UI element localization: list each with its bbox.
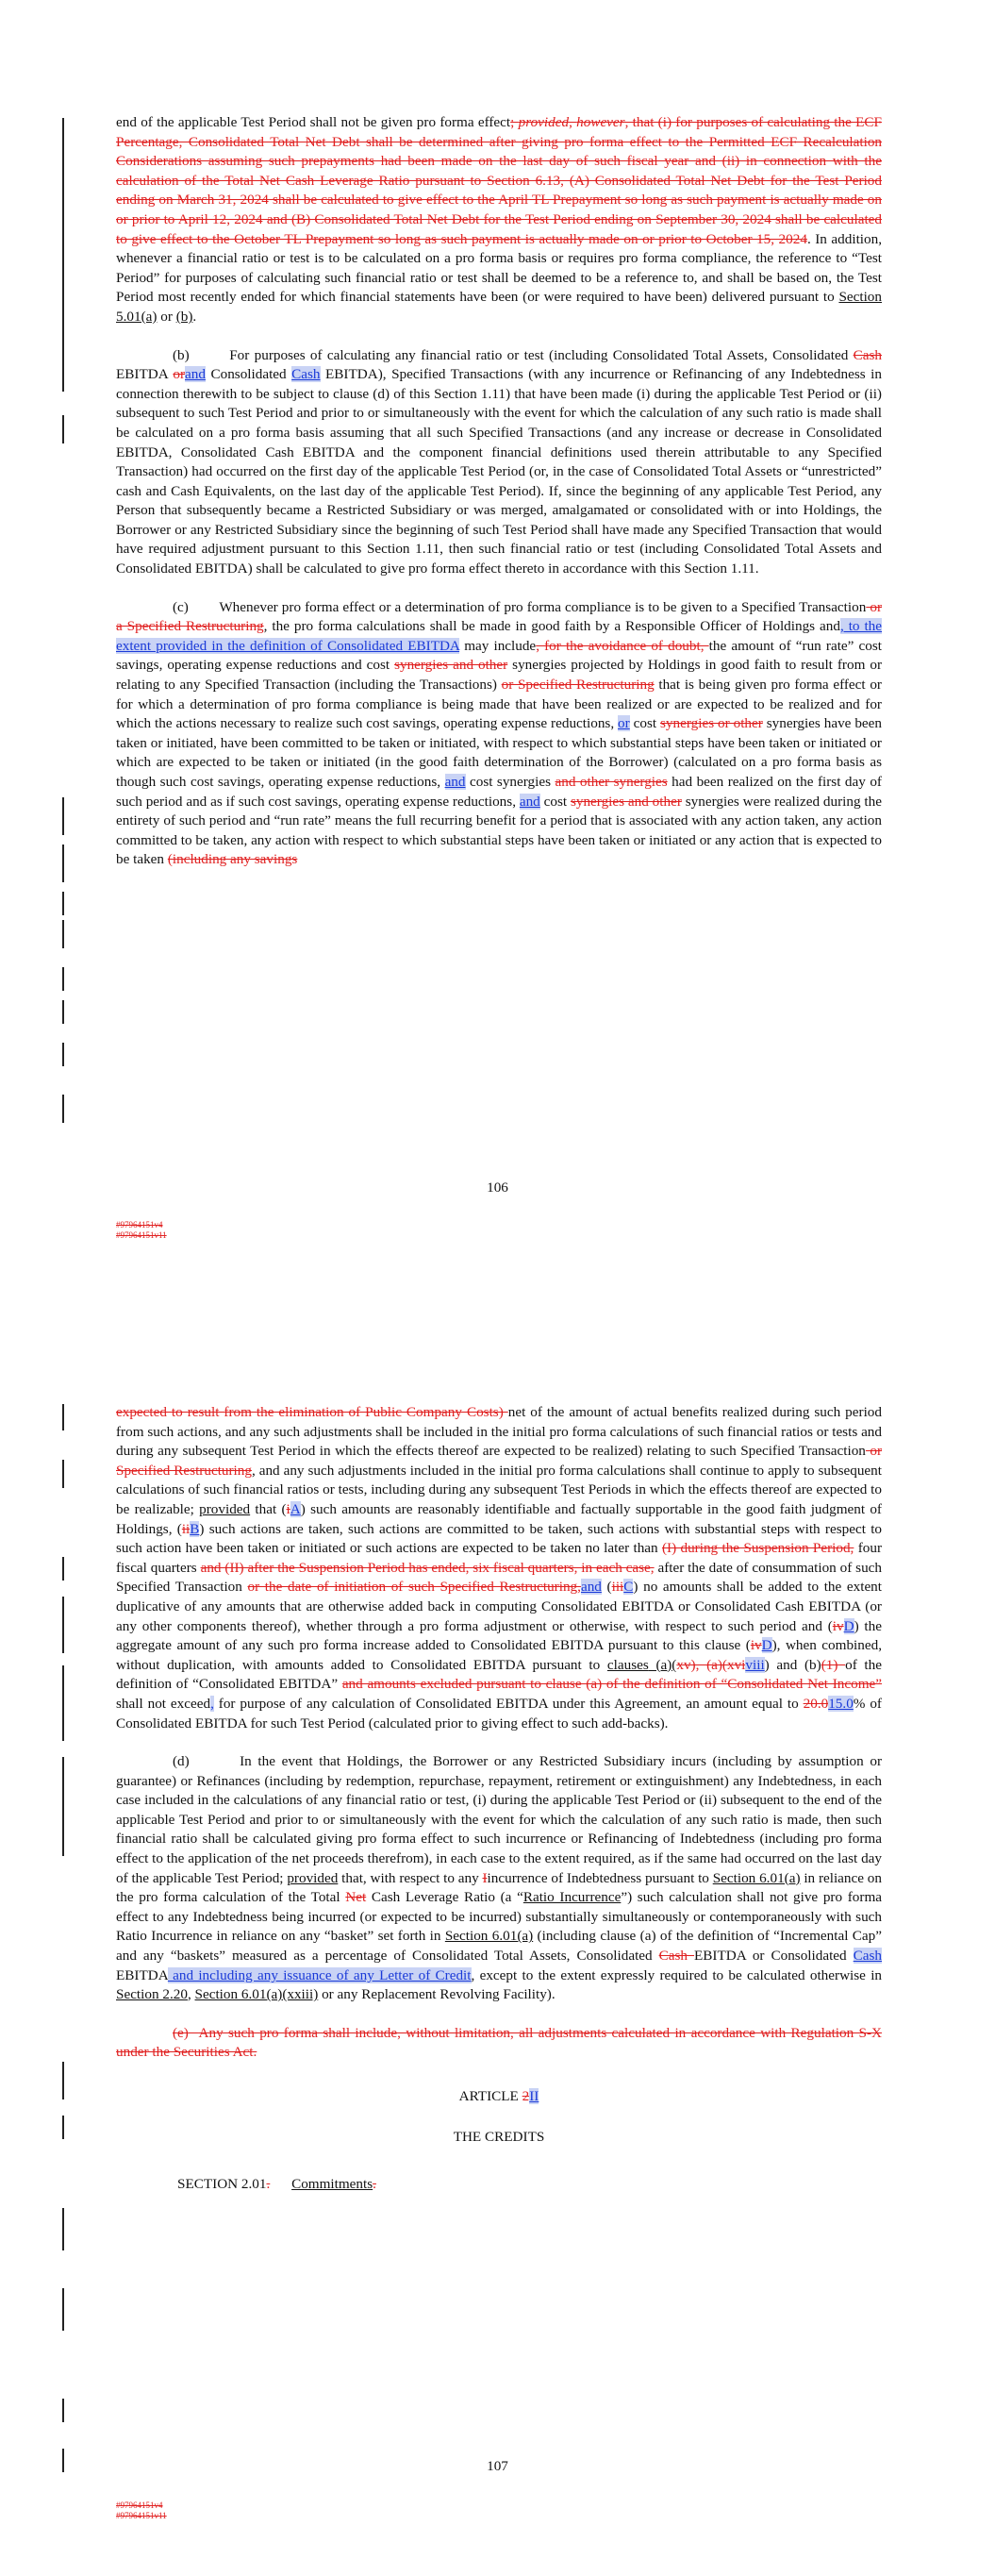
paragraph-b: (b) For purposes of calculating any financial ratio or test (including Consolidated Total Assets, Consolidated Cash EBITDA orand Consolidated Cash EBITDA), Specified Transactions (with any incurrence or Refinancing of any Indebtedness in connection therewith to be subject to clause (d) of this Section 1.11) that have been made (i) during the applicable Test Period or (ii) subsequent to such Test Period and prior to or simultaneously with the event for which the calculation of any such ratio is made shall be calculated on a pro forma basis assuming that all such Specified Transactions (and any increase or decrease in Consolidated EBITDA, Consolidated Cash EBITDA and the component financial definitions used therein attributable to any Specified Transaction) had occurred on the first day of the applicable Test Period (or, in the case of Consolidated Total Assets or “unrestricted” cash and Cash Equivalents, on the last day of the applicable Test Period). If, since the beginning of any applicable Test Period, any Person that subsequently became a Restricted Subsidiary or was merged, amalgamated or consolidated with or into Holdings, the Borrower or any Restricted Subsidiary since the beginning of such Test Period shall have made any Specified Transaction that would have required adjustment pursuant to this Section 1.11, then such financial ratio or test (including Consolidated Total Assets and Consolidated EBITDA) shall be calculated to give pro forma effect thereto in accordance with this Section 1.11. xyxy=(116,346,883,577)
change-bar xyxy=(62,2208,64,2250)
doc-id: #97964151v4 xyxy=(116,2501,163,2510)
paragraph-c: (c) Whenever pro forma effect or a determination of pro forma compliance is to be given to a Specified Transaction or a Specified Restructuring, the pro forma calculations shall be made in good faith by a Responsible Officer of Holdings and, to the extent provided in the definition of Consolidated EBITDA may include, for the avoidance of doubt, the amount of “run rate” cost savings, operating expense reductions and cost synergies and other synergies projected by Holdings in good faith to result from or relating to any Specified Transaction (including the Transactions) or Specified Restructuring that is being given pro forma effect or for which a determination of pro forma compliance is being made that have been realized or are expected to be realized and for which the actions necessary to realize such cost savings, operating expense reductions, or cost synergies or other synergies have been taken or initiated, have been committed to be taken or initiated, with respect to which substantial steps have been taken or initiated or which are expected to be taken or initiated (in the good faith determination of the Borrower) (calculated on a pro forma basis as though such cost savings, operating expense reductions, and cost synergies and other synergies had been realized on the first day of such period and as if such cost savings, operating expense reductions, and cost synergies and other synergies were realized during the entirety of such period and “run rate” means the full recurring benefit for a period that is associated with any action taken, any action committed to be taken, any action with respect to which substantial steps have been taken or initiated or any action that is expected to be taken (including any savings xyxy=(116,598,883,868)
change-bar xyxy=(62,2116,64,2139)
change-bar xyxy=(62,1460,64,1488)
change-bar xyxy=(62,2399,64,2422)
doc-id: #97964151v11 xyxy=(116,1230,167,1240)
change-bar xyxy=(62,845,64,882)
change-bar xyxy=(62,967,64,991)
page-107-body xyxy=(116,1403,882,2195)
section-heading: SECTION 2.01. Commitments. xyxy=(177,2176,376,2193)
change-bar xyxy=(62,2062,64,2099)
paragraph-c-continued: expected to result from the elimination of Public Company Costs) net of the amount of actual benefits realized during such period from such actions, and any such adjustments shall be included in the initial pro forma calculations of such financial ratios or tests and during any subsequent Test Period in which the effects thereof are expected to be realized) relating to such Specified Transaction or Specified Restructuring, and any such adjustments included in the initial pro forma calculations shall continue to apply to subsequent calculations of such financial ratios or tests, including during any subsequent Test Periods in which the effects thereof are expected to be realizable; provided that (iA) such amounts are reasonably identifiable and factually supportable in the good faith judgment of Holdings, (iiB) such actions are taken, such actions are committed to be taken, such actions with substantial steps with respect to such action have been taken or initiated or such actions are expected to be taken no later than (I) during the Suspension Period, four fiscal quarters and (II) after the Suspension Period has ended, six fiscal quarters, in each case, after the date of consummation of such Specified Transaction or the date of initiation of such Specified Restructuring,and (iiiC) no amounts shall be added to the extent duplicative of any amounts that are otherwise added back in computing Consolidated EBITDA or Consolidated Cash EBITDA (or any other components thereof), whether through a pro forma adjustment or otherwise, with respect to such period and (ivD) the aggregate amount of any such pro forma increase added to Consolidated EBITDA pursuant to this clause (ivD), when combined, without duplication, with amounts added to Consolidated EBITDA pursuant to clauses (a)(xv), (a)(xviviii) and (b)(1) of the definition of “Consolidated EBITDA” and amounts excluded pursuant to clause (a) of the definition of “Consolidated Net Income” shall not exceed, for purpose of any calculation of Consolidated EBITDA under this Agreement, an amount equal to 20.015.0% of Consolidated EBITDA for such Test Period (calculated prior to giving effect to such add-backs). xyxy=(116,1404,883,1731)
page-107 xyxy=(0,1288,995,2576)
change-bar xyxy=(62,1043,64,1066)
page-106-body xyxy=(116,113,882,870)
change-bar xyxy=(62,1757,64,1856)
change-bar xyxy=(62,920,64,948)
change-bar xyxy=(62,892,64,915)
article-heading: ARTICLE 2II xyxy=(458,2088,539,2104)
section-ref: (b) xyxy=(175,308,193,325)
change-bar xyxy=(62,2288,64,2331)
change-bar xyxy=(62,1000,64,1024)
change-bar xyxy=(62,1404,64,1430)
page-number: 107 xyxy=(487,2458,508,2474)
section-ref: Section 5.01(a) xyxy=(116,289,882,325)
paragraph-d: (d) In the event that Holdings, the Borrower or any Restricted Subsidiary incurs (including by assumption or guarantee) or Refinances (including by redemption, repurchase, repayment, retirement or extinguishment) any Indebtedness, in each case included in the calculations of any financial ratio or test, (i) during the applicable Test Period or (ii) subsequent to the end of the applicable Test Period and prior to or simultaneously with the event for which the calculation of any such ratio is made, then such financial ratio shall be calculated giving pro forma effect to such incurrence or Refinancing of Indebtedness (including pro forma effect to the application of the net proceeds therefrom), in each case to the extent required, as if the same had occurred on the last day of the applicable Test Period; provided that, with respect to any Iincurrence of Indebtedness pursuant to Section 6.01(a) in reliance on the pro forma calculation of the Total Net Cash Leverage Ratio (a “Ratio Incurrence”) such calculation shall not give pro forma effect to any Indebtedness being incurred (or expected to be incurred) substantially simultaneously or contemporaneously with such Ratio Incurrence in reliance on any “basket” set forth in Section 6.01(a) (including clause (a) of the definition of “Incremental Cap” and any “baskets” measured as a percentage of Consolidated Total Assets, Consolidated Cash EBITDA or Consolidated Cash EBITDA and including any issuance of any Letter of Credit, except to the extent expressly required to be calculated otherwise in Section 2.20, Section 6.01(a)(xxiii) or any Replacement Revolving Facility). xyxy=(116,1753,883,2003)
page-number: 106 xyxy=(487,1179,508,1196)
change-bar xyxy=(62,797,64,835)
article-title: THE CREDITS xyxy=(453,2128,545,2145)
change-bar xyxy=(62,415,64,443)
paragraph-e-deleted: (e) Any such pro forma shall include, without limitation, all adjustments calculated in accordance with Regulation S-X under the Securities Act. xyxy=(116,2024,883,2061)
change-bar xyxy=(62,1095,64,1123)
doc-id: #97964151v4 xyxy=(116,1220,163,1229)
change-bar xyxy=(62,1557,64,1581)
change-bar xyxy=(62,1665,64,1741)
paragraph-a-continued: end of the applicable Test Period shall not be given pro forma effect; provided, however, that (i) for purposes of calculating the ECF Percentage, Consolidated Total Net Debt shall be determined after giving pro forma effect to the Permitted ECF Recalculation Considerations assuming such prepayments had been made on the last day of such fiscal year and (ii) in connection with the calculation of the Total Net Cash Leverage Ratio pursuant to Section 6.13, (A) Consolidated Total Net Debt for the Test Period ending on March 31, 2024 shall be calculated to give effect to the April TL Prepayment so long as such payment is actually made on or prior to April 12, 2024 and (B) Consolidated Total Net Debt for the Test Period ending on September 30, 2024 shall be calculated to give effect to the October TL Prepayment so long as such payment is actually made on or prior to October 15, 2024. In addition, whenever a financial ratio or test is to be calculated on a pro forma basis or requires pro forma compliance, the reference to “Test Period” for purposes of calculating such financial ratio or test shall be deemed to be a reference to, and shall be based on, the Test Period most recently ended for which financial statements have been (or were required to have been) delivered pursuant to Section 5.01(a) or (b). xyxy=(116,114,882,325)
doc-id: #97964151v11 xyxy=(116,2511,167,2520)
change-bar xyxy=(62,1597,64,1653)
change-bar xyxy=(62,118,64,392)
